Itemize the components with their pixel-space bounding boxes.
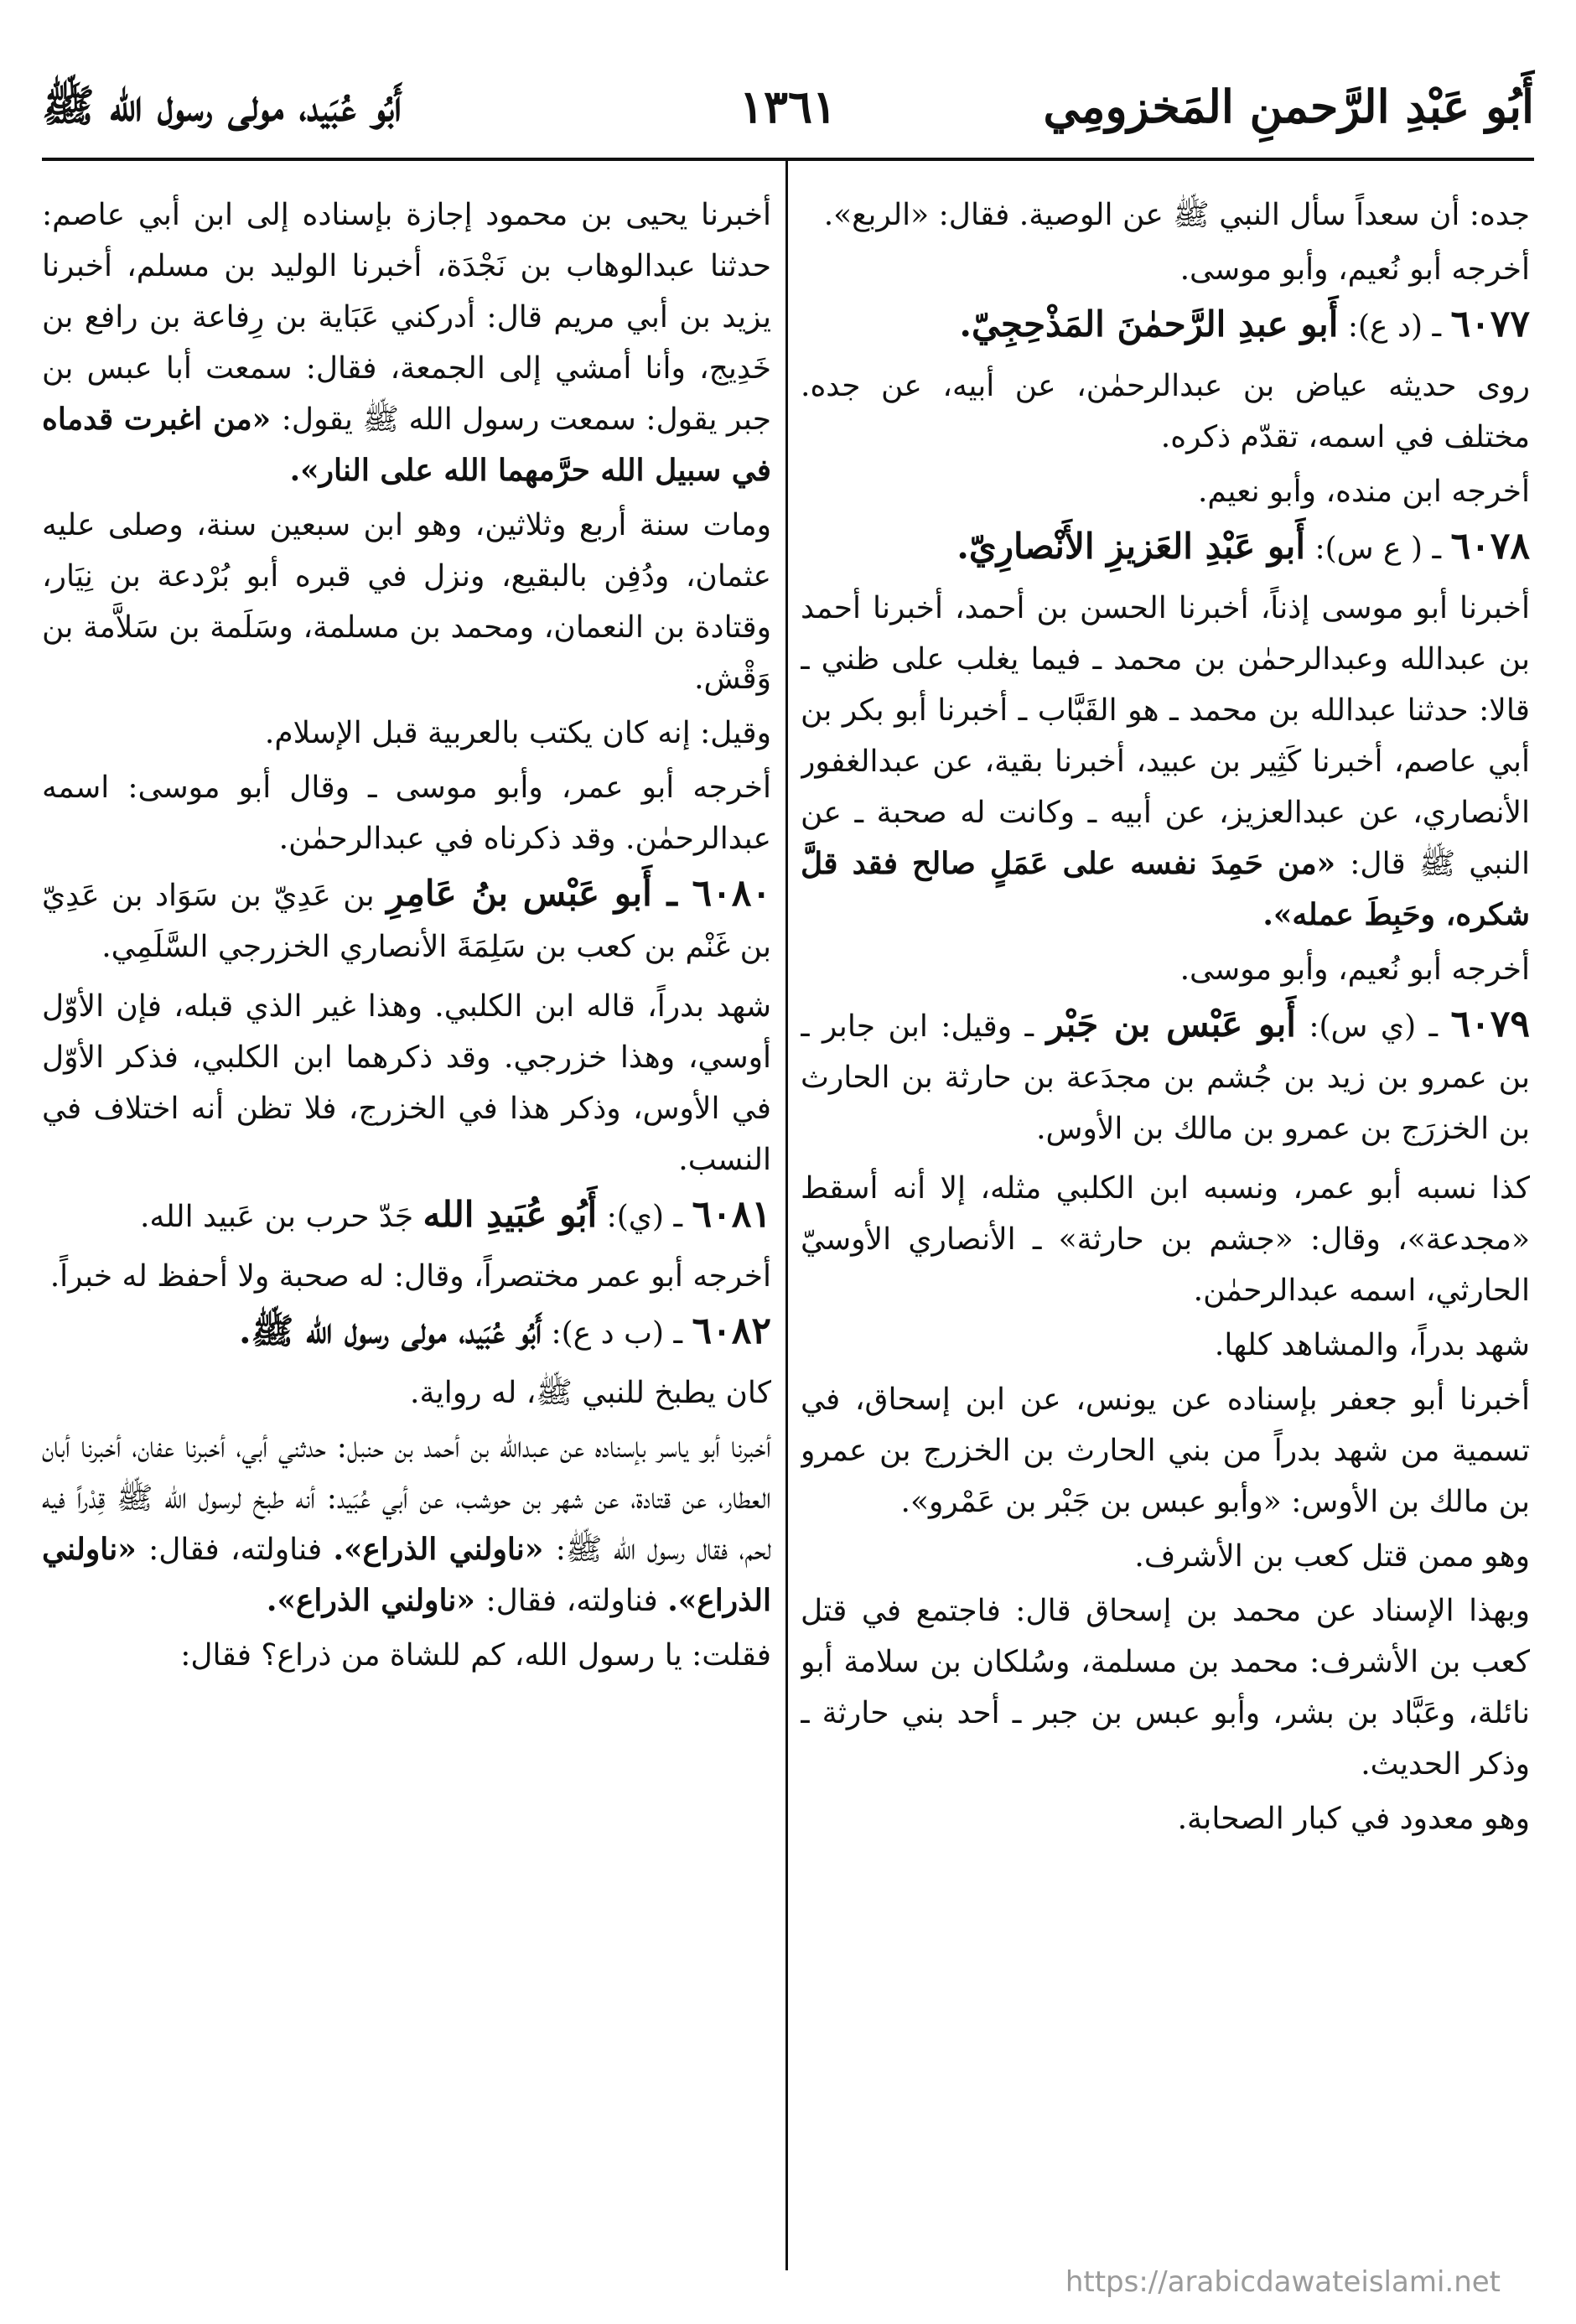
hadith-quote: «ناولني الذراع». xyxy=(333,1532,556,1567)
entry-heading-6081 xyxy=(42,1189,771,1242)
paragraph: كان يطبخ للنبي ﷺ، له رواية. xyxy=(410,1376,771,1410)
paragraph: أخرجه أبو نُعيم، وأبو موسى. xyxy=(1179,252,1530,287)
entry-heading-6079 xyxy=(801,999,1530,1154)
paragraph: وبهذا الإسناد عن محمد بن إسحاق قال: فاجتمع في قتل كعب بن الأشرف: محمد بن مسلمة، وسُلكان بن سلامة أبو نائلة، وعَبَّاد بن بشر، وأبو عبس بن جبر ـ أحد بني حارثة ـ وذكر الحديث. xyxy=(801,1594,1530,1782)
text: أخبرنا أبو ياسر بإسناده عن عبدالله بن أحمد بن حنبل: حدثني أبي، أخبرنا عفان، أخبرنا أبان العطار، عن قتادة، عن شهر بن حوشب، عن أبي عُبَيد: أنه طبخ لرسول الله ﷺ قِدْراً فيه لحم، فقال رسول الله ﷺ: xyxy=(42,1430,771,1567)
entry-number: ٦٠٧٩ xyxy=(1450,1003,1530,1045)
entry-title: أَبُو عُبَيد، مولى رسول الله ﷺ. xyxy=(238,1310,542,1351)
paragraph: شهد بدراً، والمشاهد كلها. xyxy=(1214,1328,1530,1362)
paragraph: وهو معدود في كبار الصحابة. xyxy=(1177,1802,1530,1836)
paragraph: أخبرنا أبو جعفر بإسناده عن يونس، عن ابن إسحاق، في تسمية من شهد بدراً من بني الحارث بن الخزرج بن عمرو بن مالك بن الأوس: «وأبو عبس بن جَبْر بن عَمْرو». xyxy=(801,1382,1530,1519)
paragraph: أخرجه ابن منده، وأبو نعيم. xyxy=(1197,475,1530,509)
paragraph: شهد بدراً، قاله ابن الكلبي. وهذا غير الذي قبله، فإن الأوّل أوسي، وهذا خزرجي. وقد ذكرهما ابن الكلبي، فذكر الأوّل في الأوس، وذكر هذا في الخزرج، فلا تظن أنه اختلاف في النسب. xyxy=(42,989,771,1177)
entry-title: أَبو عَبْدِ العَزيزِ الأَنْصارِيّ. xyxy=(956,526,1306,567)
right-column xyxy=(801,189,1530,2269)
text: فناولته، فقال: xyxy=(148,1533,334,1567)
page-number: ١٣٦١ xyxy=(739,80,837,133)
paragraph: وهو ممن قتل كعب بن الأشرف. xyxy=(1134,1539,1530,1574)
entry-title: أَبُو عُبَيدِ الله xyxy=(423,1194,598,1235)
hadith-quote: «من حَمِدَ نفسه على عَمَلٍ صالح فقد قلَّ شكره، وحَبِطَ عمله». xyxy=(801,846,1530,932)
header-right-title: أَبُو عَبْدِ الرَّحمنِ المَخزومِي xyxy=(1043,80,1534,133)
entry-heading-6082 xyxy=(42,1305,771,1359)
header-divider xyxy=(42,158,1534,161)
text: أخبرنا يحيى بن محمود إجازة بإسناده إلى ابن أبي عاصم: حدثنا عبدالوهاب بن نَجْدَة، أخبرنا الوليد بن مسلم، أخبرنا يزيد بن أبي مريم قال: أدركني عَبَاية بن رِفاعة بن رافع بن خَدِيج، وأنا أمشي إلى الجمعة، فقال: سمعت أبا عبس بن جبر يقول: سمعت رسول الله ﷺ يقول: xyxy=(42,198,771,437)
paragraph: أخرجه أبو عمر، وأبو موسى ـ وقال أبو موسى: اسمه عبدالرحمٰن. وقد ذكرناه في عبدالرحمٰن. xyxy=(42,770,771,856)
paragraph xyxy=(42,189,771,496)
left-column xyxy=(42,189,771,2269)
entry-lineage: بن عَدِيّ بن سَوَاد بن عَدِيّ بن غَنْم بن كعب بن سَلِمَةَ الأنصاري الخزرجي السَّلَمِي. xyxy=(42,879,771,964)
paragraph: ومات سنة أربع وثلاثين، وهو ابن سبعين سنة، وصلى عليه عثمان، ودُفِن بالبقيع، ونزل في قبره أبو بُرْدعة بن نِيَار، وقتادة بن النعمان، ومحمد بن مسلمة، وسَلَمة بن سَلاَّمة بن وَقْش. xyxy=(42,508,771,696)
header-left-title: أَبُو عُبَيد، مولى رسول الله ﷺ xyxy=(42,80,402,132)
entry-title: أَبو عبدِ الرَّحمٰنَ المَذْحِجِيّ. xyxy=(959,303,1339,345)
text: فناولته، فقال: xyxy=(485,1584,668,1618)
paragraph: وقيل: إنه كان يكتب بالعربية قبل الإسلام. xyxy=(264,716,771,750)
entry-heading-6077 xyxy=(801,298,1530,352)
entry-number: ٦٠٨١ xyxy=(692,1193,771,1236)
entry-number: ٦٠٧٧ xyxy=(1450,303,1530,345)
source-watermark: https://arabicdawateislami.net xyxy=(1065,2265,1501,2299)
text: أخبرنا أبو موسى إذناً، أخبرنا الحسن بن أحمد، أخبرنا أحمد بن عبدالله وعبدالرحمٰن بن محمد ـ فيما يغلب على ظني ـ قالا: حدثنا عبدالله بن محمد ـ هو القَبَّاب ـ أخبرنا أبو بكر بن أبي عاصم، أخبرنا كَثِير بن عبيد، أخبرنا بقية، عن عبدالغفور الأنصاري، عن عبدالعزيز، عن أبيه ـ وكانت له صحبة ـ عن النبي ﷺ قال: xyxy=(801,591,1530,881)
paragraph xyxy=(42,1422,771,1626)
paragraph: فقلت: يا رسول الله، كم للشاة من ذراع؟ فقال: xyxy=(180,1638,771,1673)
entry-number: ٦٠٨٠ xyxy=(692,872,771,915)
paragraph: أخرجه أبو عمر مختصراً، وقال: له صحبة ولا أحفظ له خبراً. xyxy=(49,1259,771,1294)
entry-title: أَبو عَبْس بن جَبْر xyxy=(1046,1004,1296,1045)
entry-code: ـ (ي): xyxy=(597,1200,692,1234)
entry-number: ٦٠٨٢ xyxy=(692,1310,771,1352)
paragraph: كذا نسبه أبو عمر، ونسبه ابن الكلبي مثله، إلا أنه أسقط «مجدعة»، وقال: «جشم بن حارثة» ـ الأنصاري الأوسيّ الحارثي، اسمه عبدالرحمٰن. xyxy=(801,1171,1530,1308)
page-header xyxy=(42,80,1534,152)
entry-code: ـ ( ع س): xyxy=(1305,532,1451,566)
entry-lineage: جَدّ حرب بن عَبيد الله. xyxy=(139,1200,423,1234)
hadith-quote: «ناولني الذراع». xyxy=(266,1583,486,1618)
entry-code: ـ (ي س): xyxy=(1295,1009,1451,1044)
entry-title: ـ أَبو عَبْس بنُ عَامِرِ xyxy=(386,873,692,914)
column-divider xyxy=(785,161,788,2270)
entry-lineage: ـ وقيل: ابن جابر ـ بن عمرو بن زيد بن جُشم بن مجدَعة بن حارثة بن الحارث بن الخزرَج بن عمرو بن مالك بن الأوس. xyxy=(801,1009,1530,1146)
paragraph xyxy=(801,583,1530,941)
entry-code: ـ (د ع): xyxy=(1338,309,1451,344)
entry-number: ٦٠٧٨ xyxy=(1450,525,1530,568)
hadith-quote: «من اغبرت قدماه في سبيل الله حرَّمهما الله على النار». xyxy=(42,402,771,488)
entry-code: ـ (ب د ع): xyxy=(542,1316,692,1351)
entry-heading-6078 xyxy=(801,521,1530,574)
paragraph: روى حديثه عياض بن عبدالرحمٰن، عن أبيه، عن جده. مختلف في اسمه، تقدّم ذكره. xyxy=(801,369,1530,454)
paragraph: جده: أن سعداً سأل النبي ﷺ عن الوصية. فقال: «الربع». xyxy=(823,198,1530,232)
entry-heading-6080 xyxy=(42,868,771,973)
paragraph: أخرجه أبو نُعيم، وأبو موسى. xyxy=(1179,952,1530,987)
hadith-quote: «ناولني الذراع». xyxy=(42,1532,771,1618)
